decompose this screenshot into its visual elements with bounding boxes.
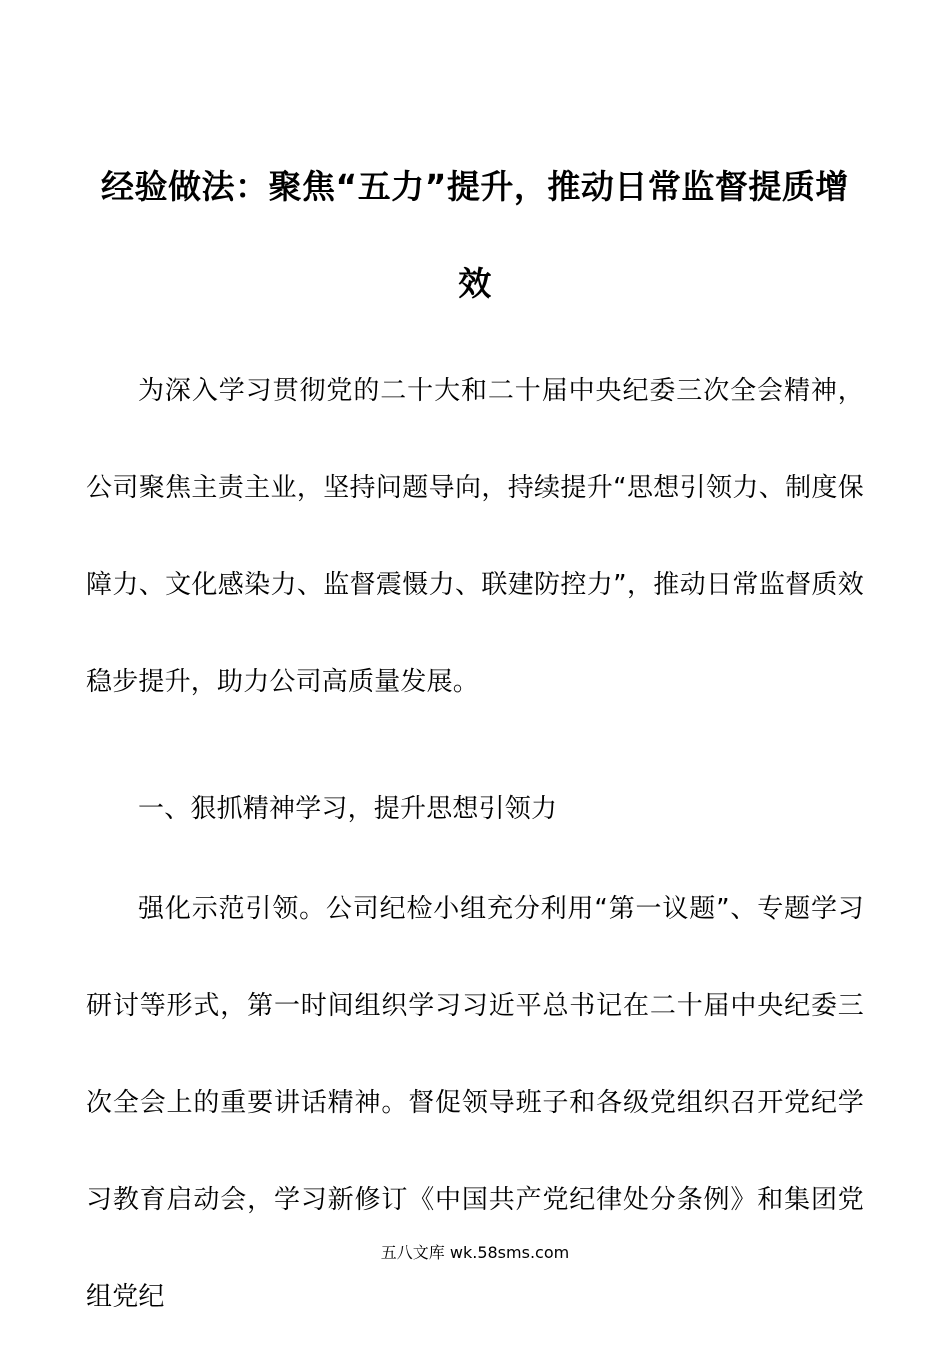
- paragraph-intro: 为深入学习贯彻党的二十大和二十届中央纪委三次全会精神，公司聚焦主责主业，坚持问题导向，持续提升“思想引领力、制度保障力、文化感染力、监督震慑力、联建防控力”，推动日常监督质效稳步提升，助力公司高质量发展。: [86, 376, 864, 697]
- footer-watermark: 五八文库 wk.58sms.com: [380, 1243, 570, 1262]
- section-heading-1: 一、狠抓精神学习，提升思想引领力: [138, 794, 558, 824]
- document-title: 经验做法：聚焦“五力”提升，推动日常监督提质增效: [101, 167, 849, 303]
- paragraph-section-1: 强化示范引领。公司纪检小组充分利用“第一议题”、专题学习研讨等形式，第一时间组织学习习近平总书记在二十届中央纪委三次全会上的重要讲话精神。督促领导班子和各级党组织召开党纪学习教育启动会，学习新修订《中国共产党纪律处分条例》和集团党组党纪: [86, 894, 864, 1312]
